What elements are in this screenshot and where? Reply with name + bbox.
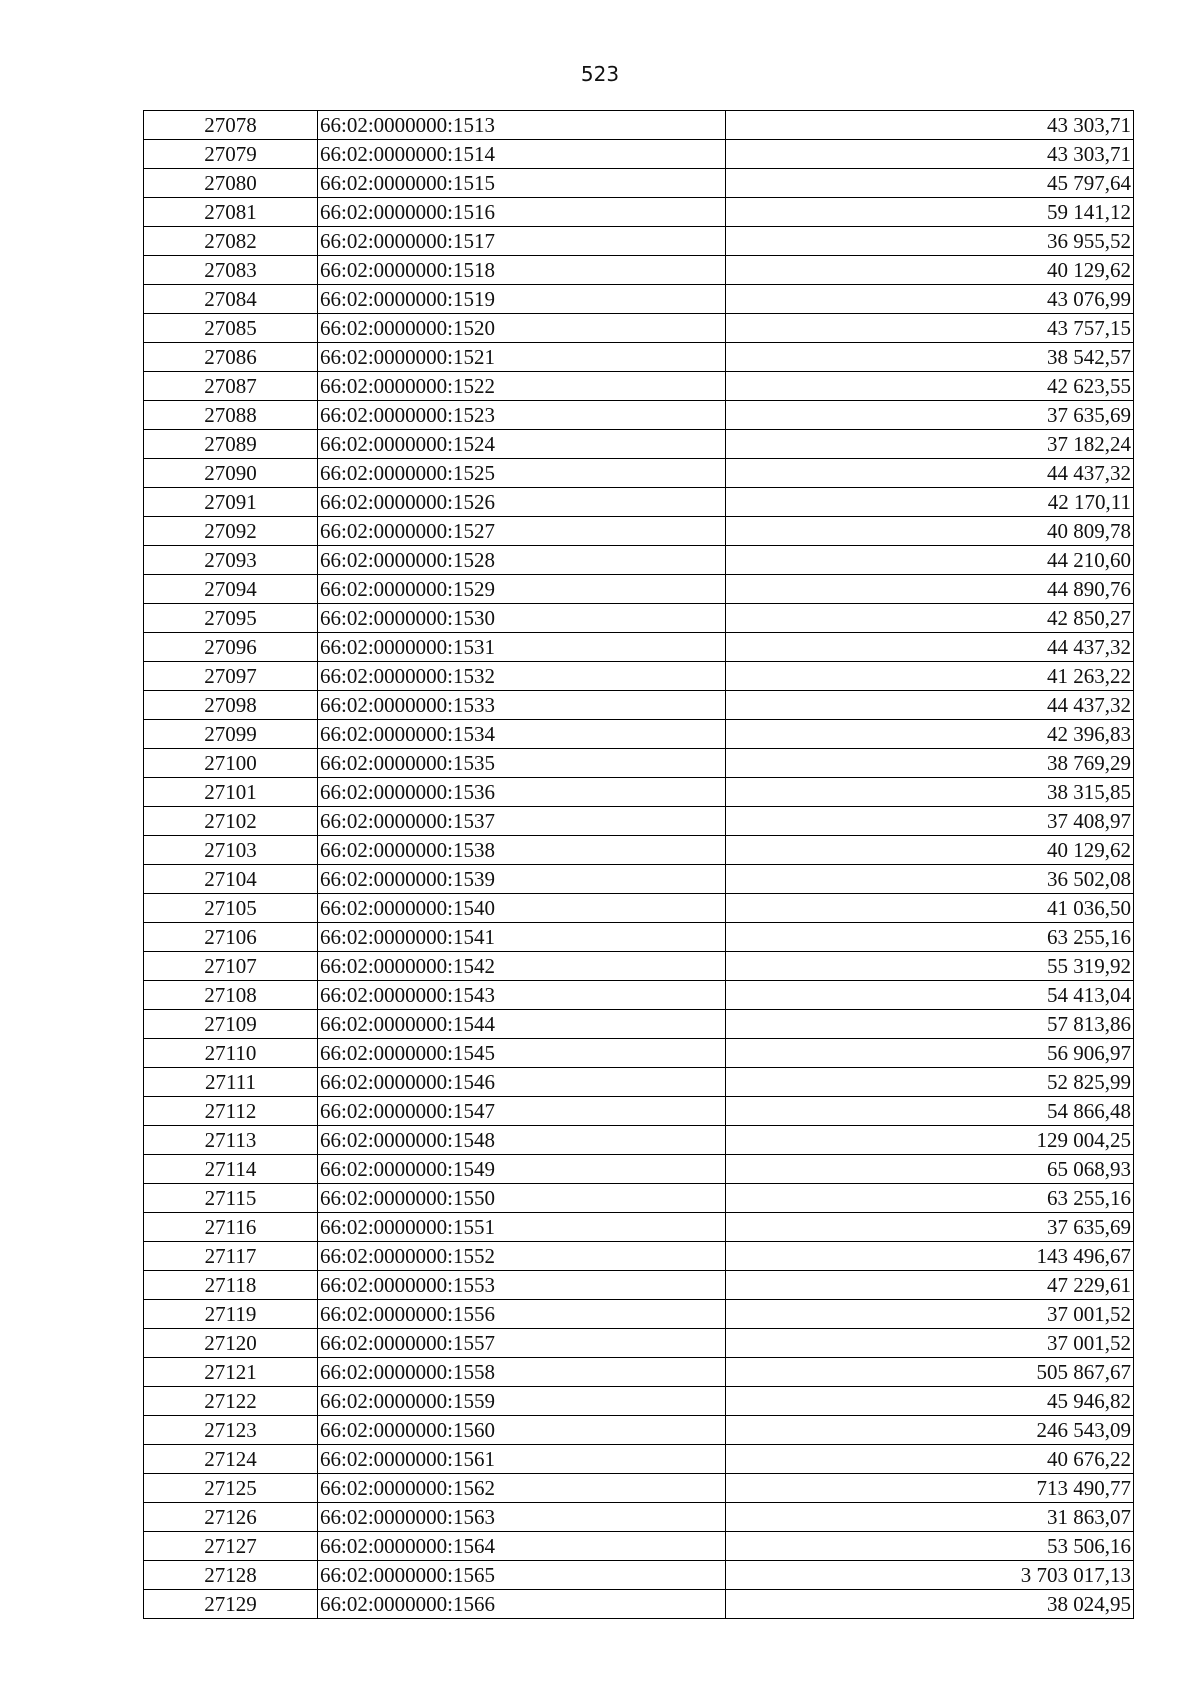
cadastral-value-cell: 38 315,85 [726, 778, 1134, 807]
row-number-cell: 27095 [144, 604, 318, 633]
row-number-cell: 27119 [144, 1300, 318, 1329]
cadastral-number-cell: 66:02:0000000:1553 [318, 1271, 726, 1300]
cadastral-number-cell: 66:02:0000000:1513 [318, 111, 726, 140]
row-number-cell: 27128 [144, 1561, 318, 1590]
cadastral-number-cell: 66:02:0000000:1529 [318, 575, 726, 604]
cadastral-number-cell: 66:02:0000000:1556 [318, 1300, 726, 1329]
table-row [144, 1532, 1134, 1561]
table-row [144, 314, 1134, 343]
row-number-cell: 27104 [144, 865, 318, 894]
cadastral-value-cell: 65 068,93 [726, 1155, 1134, 1184]
table-row [144, 1387, 1134, 1416]
row-number-cell: 27111 [144, 1068, 318, 1097]
page-number: 523 [580, 62, 620, 86]
cadastral-value-cell: 31 863,07 [726, 1503, 1134, 1532]
cadastral-number-cell: 66:02:0000000:1532 [318, 662, 726, 691]
row-number-cell: 27108 [144, 981, 318, 1010]
cadastral-value-cell: 52 825,99 [726, 1068, 1134, 1097]
cadastral-number-cell: 66:02:0000000:1536 [318, 778, 726, 807]
row-number-cell: 27097 [144, 662, 318, 691]
cadastral-value-cell: 44 210,60 [726, 546, 1134, 575]
table-row [144, 285, 1134, 314]
row-number-cell: 27123 [144, 1416, 318, 1445]
cadastral-value-cell: 37 408,97 [726, 807, 1134, 836]
cadastral-number-cell: 66:02:0000000:1522 [318, 372, 726, 401]
row-number-cell: 27115 [144, 1184, 318, 1213]
table-row [144, 1126, 1134, 1155]
cadastral-number-cell: 66:02:0000000:1550 [318, 1184, 726, 1213]
row-number-cell: 27124 [144, 1445, 318, 1474]
row-number-cell: 27109 [144, 1010, 318, 1039]
cadastral-value-cell: 44 890,76 [726, 575, 1134, 604]
table-row [144, 1097, 1134, 1126]
cadastral-number-cell: 66:02:0000000:1544 [318, 1010, 726, 1039]
cadastral-number-cell: 66:02:0000000:1533 [318, 691, 726, 720]
table-row [144, 111, 1134, 140]
cadastral-value-table [143, 110, 1134, 1619]
row-number-cell: 27118 [144, 1271, 318, 1300]
cadastral-value-cell: 53 506,16 [726, 1532, 1134, 1561]
cadastral-value-cell: 59 141,12 [726, 198, 1134, 227]
table-row [144, 169, 1134, 198]
table-row [144, 1590, 1134, 1619]
cadastral-value-cell: 44 437,32 [726, 633, 1134, 662]
row-number-cell: 27078 [144, 111, 318, 140]
table-body [144, 111, 1134, 1619]
cadastral-number-cell: 66:02:0000000:1521 [318, 343, 726, 372]
table-row [144, 894, 1134, 923]
cadastral-number-cell: 66:02:0000000:1557 [318, 1329, 726, 1358]
table-row [144, 1503, 1134, 1532]
table-row [144, 140, 1134, 169]
cadastral-number-cell: 66:02:0000000:1525 [318, 459, 726, 488]
cadastral-value-cell: 56 906,97 [726, 1039, 1134, 1068]
row-number-cell: 27088 [144, 401, 318, 430]
cadastral-value-cell: 37 001,52 [726, 1329, 1134, 1358]
cadastral-value-cell: 38 024,95 [726, 1590, 1134, 1619]
table-row [144, 691, 1134, 720]
row-number-cell: 27113 [144, 1126, 318, 1155]
table-row [144, 1155, 1134, 1184]
table-row [144, 807, 1134, 836]
cadastral-number-cell: 66:02:0000000:1566 [318, 1590, 726, 1619]
table-row [144, 1184, 1134, 1213]
cadastral-number-cell: 66:02:0000000:1534 [318, 720, 726, 749]
cadastral-number-cell: 66:02:0000000:1562 [318, 1474, 726, 1503]
row-number-cell: 27091 [144, 488, 318, 517]
cadastral-value-cell: 42 623,55 [726, 372, 1134, 401]
cadastral-value-cell: 246 543,09 [726, 1416, 1134, 1445]
row-number-cell: 27093 [144, 546, 318, 575]
row-number-cell: 27127 [144, 1532, 318, 1561]
cadastral-number-cell: 66:02:0000000:1558 [318, 1358, 726, 1387]
cadastral-number-cell: 66:02:0000000:1546 [318, 1068, 726, 1097]
cadastral-value-cell: 43 303,71 [726, 111, 1134, 140]
table-row [144, 546, 1134, 575]
row-number-cell: 27080 [144, 169, 318, 198]
cadastral-number-cell: 66:02:0000000:1535 [318, 749, 726, 778]
cadastral-number-cell: 66:02:0000000:1524 [318, 430, 726, 459]
table-row [144, 720, 1134, 749]
row-number-cell: 27092 [144, 517, 318, 546]
table-row [144, 952, 1134, 981]
cadastral-number-cell: 66:02:0000000:1531 [318, 633, 726, 662]
row-number-cell: 27110 [144, 1039, 318, 1068]
row-number-cell: 27120 [144, 1329, 318, 1358]
table-row [144, 488, 1134, 517]
cadastral-value-cell: 42 850,27 [726, 604, 1134, 633]
row-number-cell: 27098 [144, 691, 318, 720]
row-number-cell: 27102 [144, 807, 318, 836]
table-row [144, 1416, 1134, 1445]
row-number-cell: 27125 [144, 1474, 318, 1503]
cadastral-number-cell: 66:02:0000000:1540 [318, 894, 726, 923]
cadastral-number-cell: 66:02:0000000:1514 [318, 140, 726, 169]
cadastral-value-cell: 143 496,67 [726, 1242, 1134, 1271]
cadastral-value-cell: 45 946,82 [726, 1387, 1134, 1416]
cadastral-value-cell: 54 413,04 [726, 981, 1134, 1010]
cadastral-value-cell: 40 809,78 [726, 517, 1134, 546]
table-row [144, 1213, 1134, 1242]
cadastral-number-cell: 66:02:0000000:1528 [318, 546, 726, 575]
table-row [144, 836, 1134, 865]
row-number-cell: 27086 [144, 343, 318, 372]
cadastral-value-cell: 37 635,69 [726, 401, 1134, 430]
row-number-cell: 27096 [144, 633, 318, 662]
row-number-cell: 27106 [144, 923, 318, 952]
cadastral-value-cell: 36 955,52 [726, 227, 1134, 256]
cadastral-value-cell: 40 129,62 [726, 256, 1134, 285]
row-number-cell: 27103 [144, 836, 318, 865]
cadastral-value-cell: 713 490,77 [726, 1474, 1134, 1503]
cadastral-number-cell: 66:02:0000000:1552 [318, 1242, 726, 1271]
row-number-cell: 27099 [144, 720, 318, 749]
cadastral-value-cell: 44 437,32 [726, 459, 1134, 488]
table-row [144, 1242, 1134, 1271]
cadastral-number-cell: 66:02:0000000:1559 [318, 1387, 726, 1416]
cadastral-value-cell: 37 182,24 [726, 430, 1134, 459]
cadastral-value-cell: 40 676,22 [726, 1445, 1134, 1474]
table-row [144, 459, 1134, 488]
cadastral-value-cell: 43 076,99 [726, 285, 1134, 314]
table-row [144, 1039, 1134, 1068]
table-row [144, 343, 1134, 372]
cadastral-number-cell: 66:02:0000000:1560 [318, 1416, 726, 1445]
row-number-cell: 27105 [144, 894, 318, 923]
cadastral-number-cell: 66:02:0000000:1515 [318, 169, 726, 198]
row-number-cell: 27094 [144, 575, 318, 604]
cadastral-value-cell: 37 635,69 [726, 1213, 1134, 1242]
row-number-cell: 27116 [144, 1213, 318, 1242]
table-row [144, 517, 1134, 546]
cadastral-number-cell: 66:02:0000000:1520 [318, 314, 726, 343]
cadastral-number-cell: 66:02:0000000:1561 [318, 1445, 726, 1474]
cadastral-number-cell: 66:02:0000000:1526 [318, 488, 726, 517]
cadastral-number-cell: 66:02:0000000:1538 [318, 836, 726, 865]
row-number-cell: 27121 [144, 1358, 318, 1387]
cadastral-value-cell: 45 797,64 [726, 169, 1134, 198]
row-number-cell: 27107 [144, 952, 318, 981]
cadastral-value-cell: 63 255,16 [726, 1184, 1134, 1213]
cadastral-number-cell: 66:02:0000000:1563 [318, 1503, 726, 1532]
cadastral-value-cell: 40 129,62 [726, 836, 1134, 865]
cadastral-value-cell: 38 769,29 [726, 749, 1134, 778]
cadastral-number-cell: 66:02:0000000:1545 [318, 1039, 726, 1068]
cadastral-number-cell: 66:02:0000000:1516 [318, 198, 726, 227]
table-row [144, 227, 1134, 256]
cadastral-number-cell: 66:02:0000000:1564 [318, 1532, 726, 1561]
cadastral-value-cell: 505 867,67 [726, 1358, 1134, 1387]
cadastral-value-cell: 44 437,32 [726, 691, 1134, 720]
cadastral-value-cell: 129 004,25 [726, 1126, 1134, 1155]
row-number-cell: 27087 [144, 372, 318, 401]
cadastral-value-cell: 41 263,22 [726, 662, 1134, 691]
cadastral-number-cell: 66:02:0000000:1541 [318, 923, 726, 952]
table-row [144, 865, 1134, 894]
cadastral-value-cell: 42 396,83 [726, 720, 1134, 749]
cadastral-value-cell: 55 319,92 [726, 952, 1134, 981]
row-number-cell: 27117 [144, 1242, 318, 1271]
row-number-cell: 27085 [144, 314, 318, 343]
cadastral-number-cell: 66:02:0000000:1547 [318, 1097, 726, 1126]
table-row [144, 1474, 1134, 1503]
row-number-cell: 27122 [144, 1387, 318, 1416]
cadastral-value-cell: 54 866,48 [726, 1097, 1134, 1126]
table-row [144, 604, 1134, 633]
cadastral-value-cell: 57 813,86 [726, 1010, 1134, 1039]
cadastral-number-cell: 66:02:0000000:1527 [318, 517, 726, 546]
table-row [144, 430, 1134, 459]
row-number-cell: 27101 [144, 778, 318, 807]
cadastral-number-cell: 66:02:0000000:1565 [318, 1561, 726, 1590]
row-number-cell: 27083 [144, 256, 318, 285]
row-number-cell: 27100 [144, 749, 318, 778]
cadastral-value-cell: 37 001,52 [726, 1300, 1134, 1329]
table-row [144, 749, 1134, 778]
table-row [144, 1271, 1134, 1300]
table-row [144, 1010, 1134, 1039]
row-number-cell: 27079 [144, 140, 318, 169]
table-row [144, 981, 1134, 1010]
cadastral-number-cell: 66:02:0000000:1519 [318, 285, 726, 314]
cadastral-value-cell: 41 036,50 [726, 894, 1134, 923]
cadastral-number-cell: 66:02:0000000:1551 [318, 1213, 726, 1242]
table-row [144, 198, 1134, 227]
cadastral-number-cell: 66:02:0000000:1518 [318, 256, 726, 285]
cadastral-value-cell: 3 703 017,13 [726, 1561, 1134, 1590]
cadastral-number-cell: 66:02:0000000:1523 [318, 401, 726, 430]
table-row [144, 1329, 1134, 1358]
cadastral-number-cell: 66:02:0000000:1517 [318, 227, 726, 256]
cadastral-value-cell: 42 170,11 [726, 488, 1134, 517]
table-row [144, 1300, 1134, 1329]
table-row [144, 401, 1134, 430]
cadastral-value-cell: 43 757,15 [726, 314, 1134, 343]
cadastral-value-cell: 63 255,16 [726, 923, 1134, 952]
row-number-cell: 27114 [144, 1155, 318, 1184]
cadastral-number-cell: 66:02:0000000:1548 [318, 1126, 726, 1155]
row-number-cell: 27081 [144, 198, 318, 227]
table-row [144, 633, 1134, 662]
row-number-cell: 27129 [144, 1590, 318, 1619]
cadastral-number-cell: 66:02:0000000:1539 [318, 865, 726, 894]
cadastral-value-cell: 43 303,71 [726, 140, 1134, 169]
cadastral-value-cell: 36 502,08 [726, 865, 1134, 894]
cadastral-value-cell: 47 229,61 [726, 1271, 1134, 1300]
row-number-cell: 27112 [144, 1097, 318, 1126]
row-number-cell: 27084 [144, 285, 318, 314]
table-row [144, 1358, 1134, 1387]
table-row [144, 662, 1134, 691]
table-row [144, 1068, 1134, 1097]
table-row [144, 923, 1134, 952]
cadastral-number-cell: 66:02:0000000:1537 [318, 807, 726, 836]
table-row [144, 778, 1134, 807]
row-number-cell: 27126 [144, 1503, 318, 1532]
table-row [144, 1561, 1134, 1590]
table-row [144, 256, 1134, 285]
table-row [144, 1445, 1134, 1474]
row-number-cell: 27082 [144, 227, 318, 256]
cadastral-number-cell: 66:02:0000000:1543 [318, 981, 726, 1010]
cadastral-value-cell: 38 542,57 [726, 343, 1134, 372]
row-number-cell: 27089 [144, 430, 318, 459]
cadastral-number-cell: 66:02:0000000:1549 [318, 1155, 726, 1184]
cadastral-number-cell: 66:02:0000000:1542 [318, 952, 726, 981]
row-number-cell: 27090 [144, 459, 318, 488]
table-row [144, 575, 1134, 604]
table-row [144, 372, 1134, 401]
cadastral-number-cell: 66:02:0000000:1530 [318, 604, 726, 633]
